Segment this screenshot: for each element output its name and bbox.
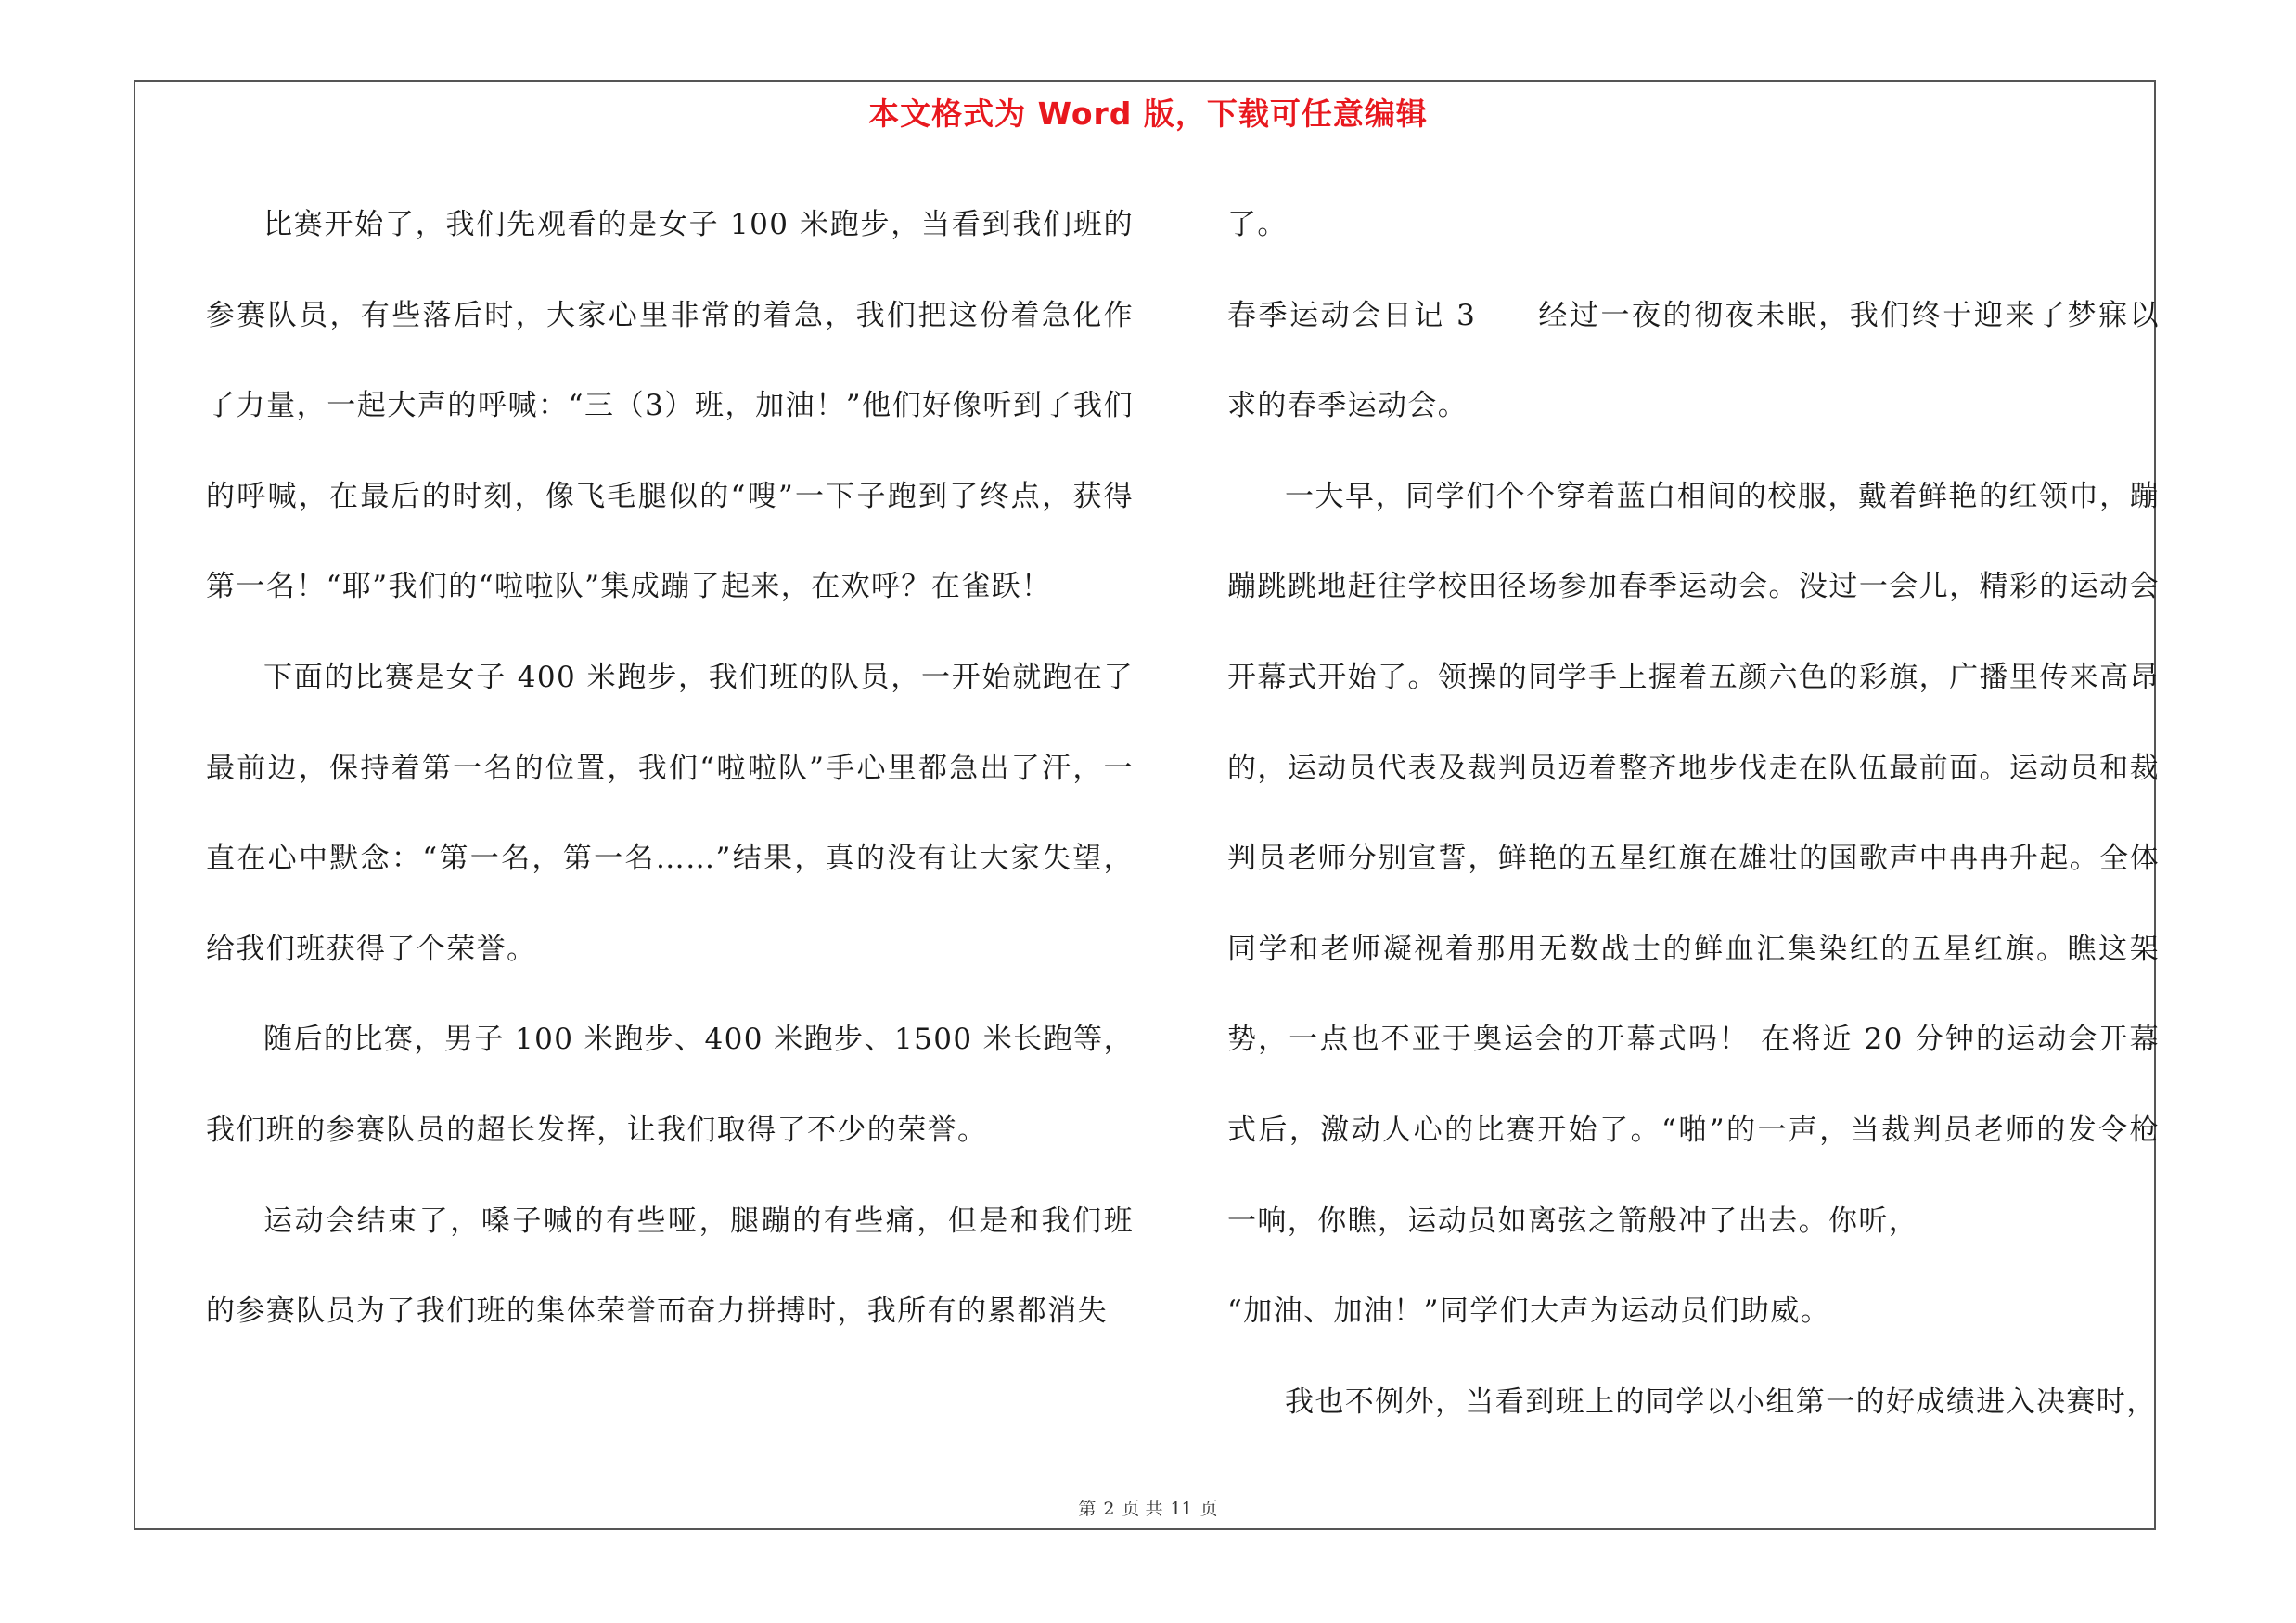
footer-page-suffix: 页 [1199,1499,1218,1519]
paragraph: 比赛开始了，我们先观看的是女子 100 米跑步，当看到我们班的参赛队员，有些落后时，大家心里非常的着急，我们把这份着急化作了力量，一起大声的呼喊：“三（3）班，加油！”他们好像听到了我们的呼喊，在最后的时刻，像飞毛腿似的“嗖”一下子跑到了终点，获得第一名！“耶”我们的“啦啦队”集成蹦了起来，在欢呼？在雀跃！ [206,208,1134,604]
paragraph: 一大早，同学们个个穿着蓝白相间的校服，戴着鲜艳的红领巾，蹦蹦跳跳地赶往学校田径场参加春季运动会。没过一会儿，精彩的运动会开幕式开始了。领操的同学手上握着五颜六色的彩旗，广播里传来高昂的，运动员代表及裁判员迈着整齐地步伐走在队伍最前面。运动员和裁判员老师分别宣誓，鲜艳的五星红旗在雄壮的国歌声中冉冉升起。全体同学和老师凝视着那用无数战士的鲜血汇集染红的五星红旗。瞧这架势，一点也不亚于奥运会的开幕式吗！ 在将近 20 分钟的运动会开幕式后，激动人心的比赛开始了。“啪”的一声，当裁判员老师的发令枪一响，你瞧，运动员如离弦之箭般冲了出去。你听， [1227,479,2160,1238]
header-banner: 本文格式为 Word 版，下载可任意编辑 [868,96,1428,132]
footer-total-pages: 11 [1170,1499,1193,1519]
paragraph: 运动会结束了，嗓子喊的有些哑，腿蹦的有些痛，但是和我们班的参赛队员为了我们班的集体荣誉而奋力拼搏时，我所有的累都消失 [206,1204,1134,1329]
right-column [1227,180,2160,1448]
diary-intro: 经过一夜的彻夜未眠，我们终于迎来了梦寐以求的春季运动会。 [1227,298,2160,423]
paragraph-continuation: 了。 [1227,208,1288,241]
diary-title: 春季运动会日记 3 [1227,298,1477,332]
paragraph: “加油、加油！”同学们大声为运动员们助威。 [1227,1295,1831,1329]
footer-page-prefix: 第 [1078,1499,1097,1519]
paragraph: 我也不例外，当看到班上的同学以小组第一的好成绩进入决赛时， [1285,1385,2157,1419]
left-column [206,180,1134,1358]
paragraph: 下面的比赛是女子 400 米跑步，我们班的队员，一开始就跑在了最前边，保持着第一名的位置，我们“啦啦队”手心里都急出了汗，一直在心中默念：“第一名，第一名……”结果，真的没有让大家失望，给我们班获得了个荣誉。 [206,660,1134,966]
paragraph: 随后的比赛，男子 100 米跑步、400 米跑步、1500 米长跑等，我们班的参赛队员的超长发挥，让我们取得了不少的荣誉。 [206,1023,1134,1147]
diary-heading-line [1227,271,2160,452]
footer-page-mid: 页 共 [1122,1499,1163,1519]
page-footer [0,1495,2296,1520]
footer-current-page: 2 [1103,1499,1115,1519]
